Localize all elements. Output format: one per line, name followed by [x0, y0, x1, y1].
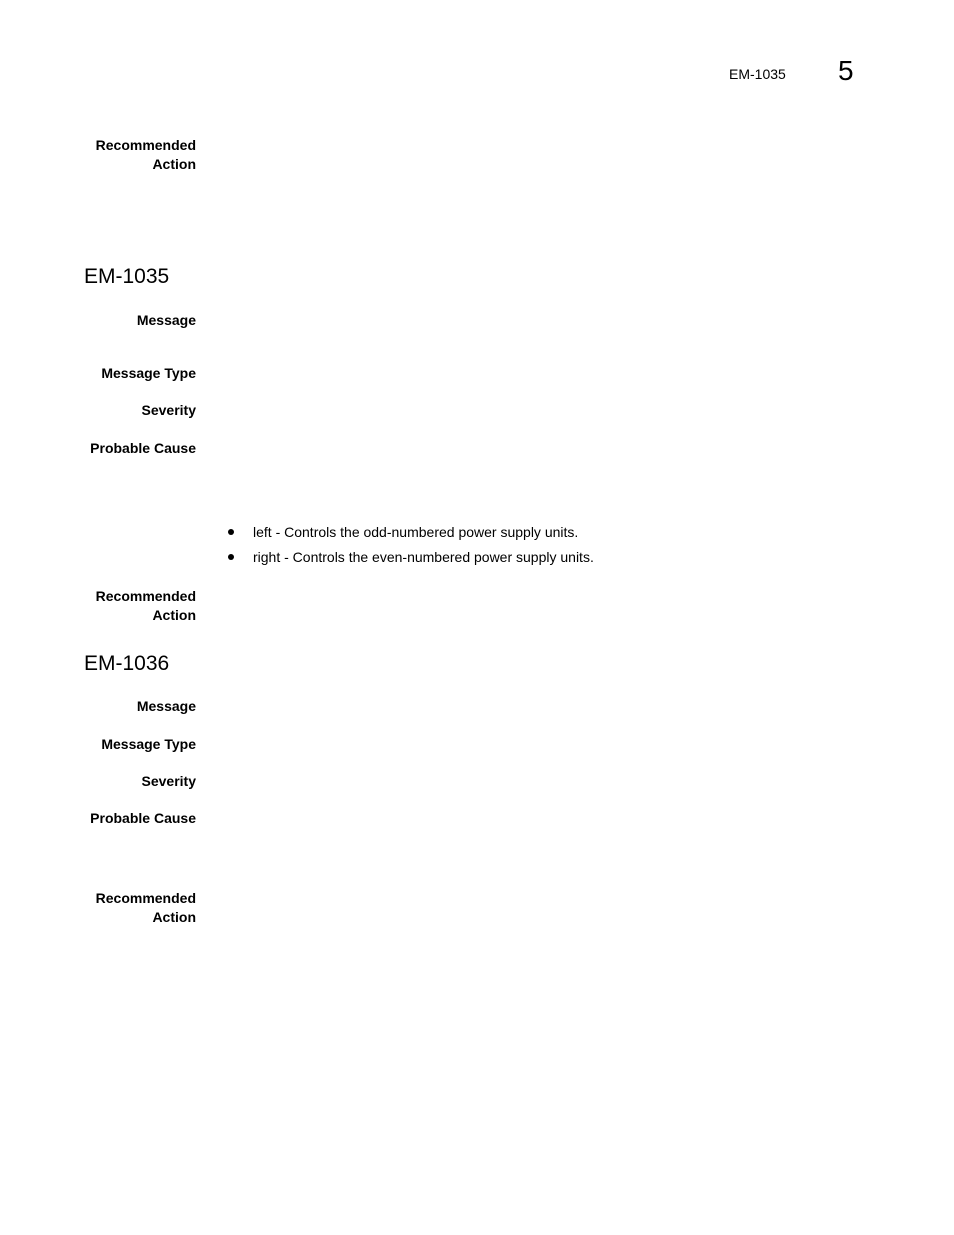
chapter-number: 5 [838, 55, 854, 86]
label-recommended-line2: Action [152, 156, 196, 172]
label-recommended-action [96, 889, 196, 927]
label-recommended-line2: Action [152, 607, 196, 623]
label-recommended-line1: Recommended [95, 890, 196, 906]
label-recommended-action [96, 587, 196, 625]
label-recommended-line1: Recommended [95, 137, 196, 153]
label-severity: Severity [141, 773, 196, 789]
label-recommended-line2: Action [152, 909, 196, 925]
bullet-icon [228, 529, 234, 535]
label-message-type: Message Type [101, 365, 196, 381]
label-message: Message [136, 312, 196, 328]
section-title-em-1035: EM-1035 [84, 265, 170, 288]
probable-cause-bullet-list [226, 523, 594, 573]
label-message-type: Message Type [101, 736, 196, 752]
label-recommended-line1: Recommended [95, 588, 196, 604]
label-message: Message [136, 698, 196, 714]
bullet-text: right - Controls the even-numbered power supply units. [253, 549, 594, 565]
running-header-code: EM-1035 [729, 66, 786, 82]
label-recommended-action-prev [96, 136, 196, 174]
bullet-text: left - Controls the odd-numbered power supply units. [253, 524, 579, 540]
label-probable-cause: Probable Cause [90, 810, 196, 826]
label-severity: Severity [141, 402, 196, 418]
section-title-em-1036: EM-1036 [84, 652, 170, 675]
list-item [226, 523, 594, 542]
bullet-icon [228, 554, 234, 560]
list-item [226, 548, 594, 567]
label-probable-cause: Probable Cause [90, 440, 196, 456]
